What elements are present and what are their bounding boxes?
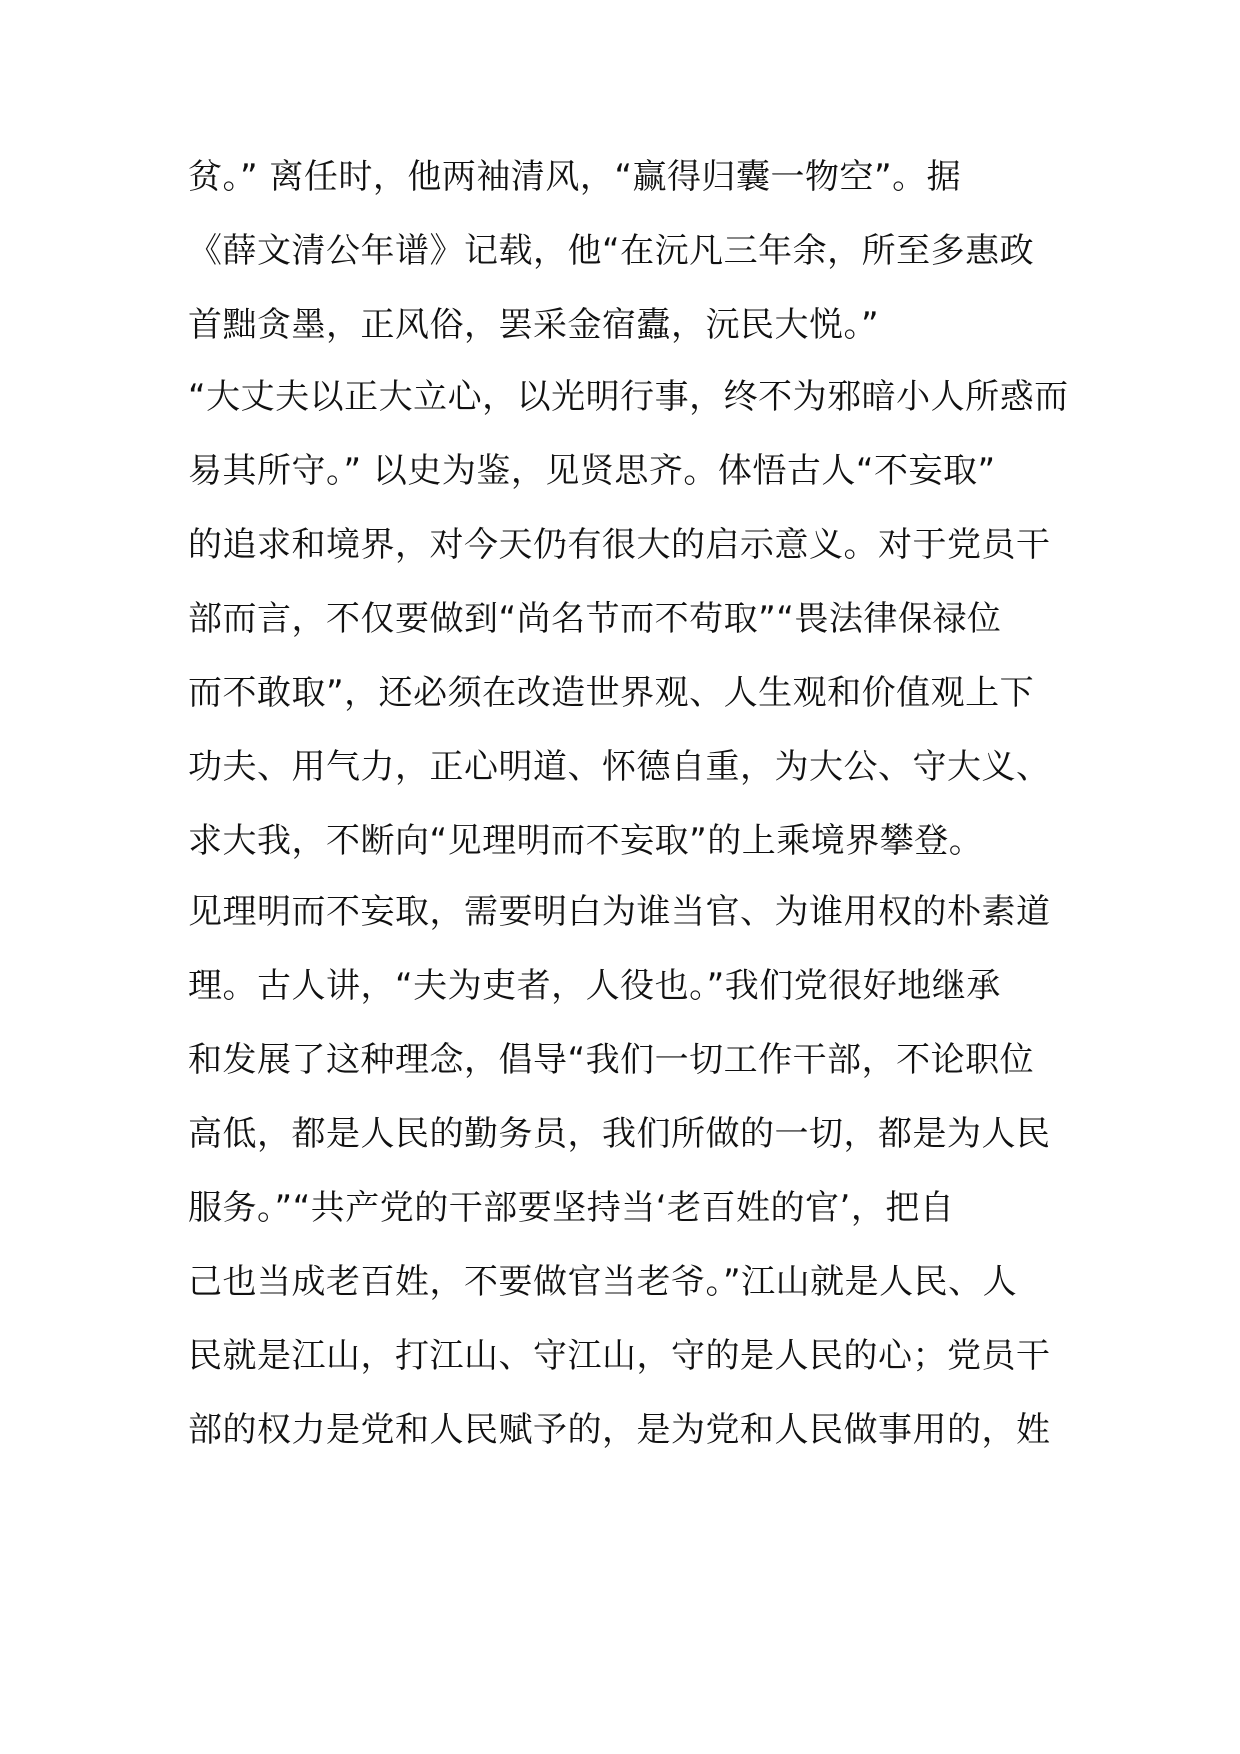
text-line: 贫。” 离任时，他两袖清风，“赢得归囊一物空”。据 bbox=[188, 157, 962, 197]
text-line: 而不敢取”，还必须在改造世界观、人生观和价值观上下 bbox=[188, 673, 1035, 713]
text-line: 部而言，不仅要做到“尚名节而不苟取”“畏法律保禄位 bbox=[188, 599, 1002, 639]
text-line: 的追求和境界，对今天仍有很大的启示意义。对于党员干 bbox=[188, 525, 1051, 565]
paragraph-1 bbox=[188, 140, 1058, 362]
paragraph-2 bbox=[188, 360, 1069, 878]
text-line: 理。古人讲，“夫为吏者，人役也。”我们党很好地继承 bbox=[188, 966, 1001, 1006]
text-line: 己也当成老百姓，不要做官当老爷。”江山就是人民、人 bbox=[188, 1262, 1018, 1302]
paragraph-3 bbox=[188, 875, 1058, 1467]
text-line: 见理明而不妄取，需要明白为谁当官、为谁用权的朴素道 bbox=[188, 892, 1051, 932]
text-line: 《薛文清公年谱》记载，他“在沅凡三年余，所至多惠政 bbox=[188, 231, 1035, 271]
text-line: 和发展了这种理念，倡导“我们一切工作干部，不论职位 bbox=[188, 1040, 1035, 1080]
text-line: 服务。”“共产党的干部要坚持当‘老百姓的官’，把自 bbox=[188, 1188, 955, 1228]
text-line: 易其所守。” 以史为鉴，见贤思齐。体悟古人“不妄取” bbox=[188, 451, 996, 491]
text-line: “大丈夫以正大立心，以光明行事，终不为邪暗小人所惑而 bbox=[188, 377, 1069, 417]
text-line: 高低，都是人民的勤务员，我们所做的一切，都是为人民 bbox=[188, 1114, 1051, 1154]
text-line: 功夫、用气力，正心明道、怀德自重，为大公、守大义、 bbox=[188, 747, 1051, 787]
text-line: 民就是江山，打江山、守江山，守的是人民的心；党员干 bbox=[188, 1336, 1051, 1376]
text-line: 求大我，不断向“见理明而不妄取”的上乘境界攀登。 bbox=[188, 821, 984, 861]
text-line: 首黜贪墨，正风俗，罢采金宿蠹，沅民大悦。” bbox=[188, 305, 880, 345]
text-line: 部的权力是党和人民赋予的，是为党和人民做事用的，姓 bbox=[188, 1410, 1051, 1450]
